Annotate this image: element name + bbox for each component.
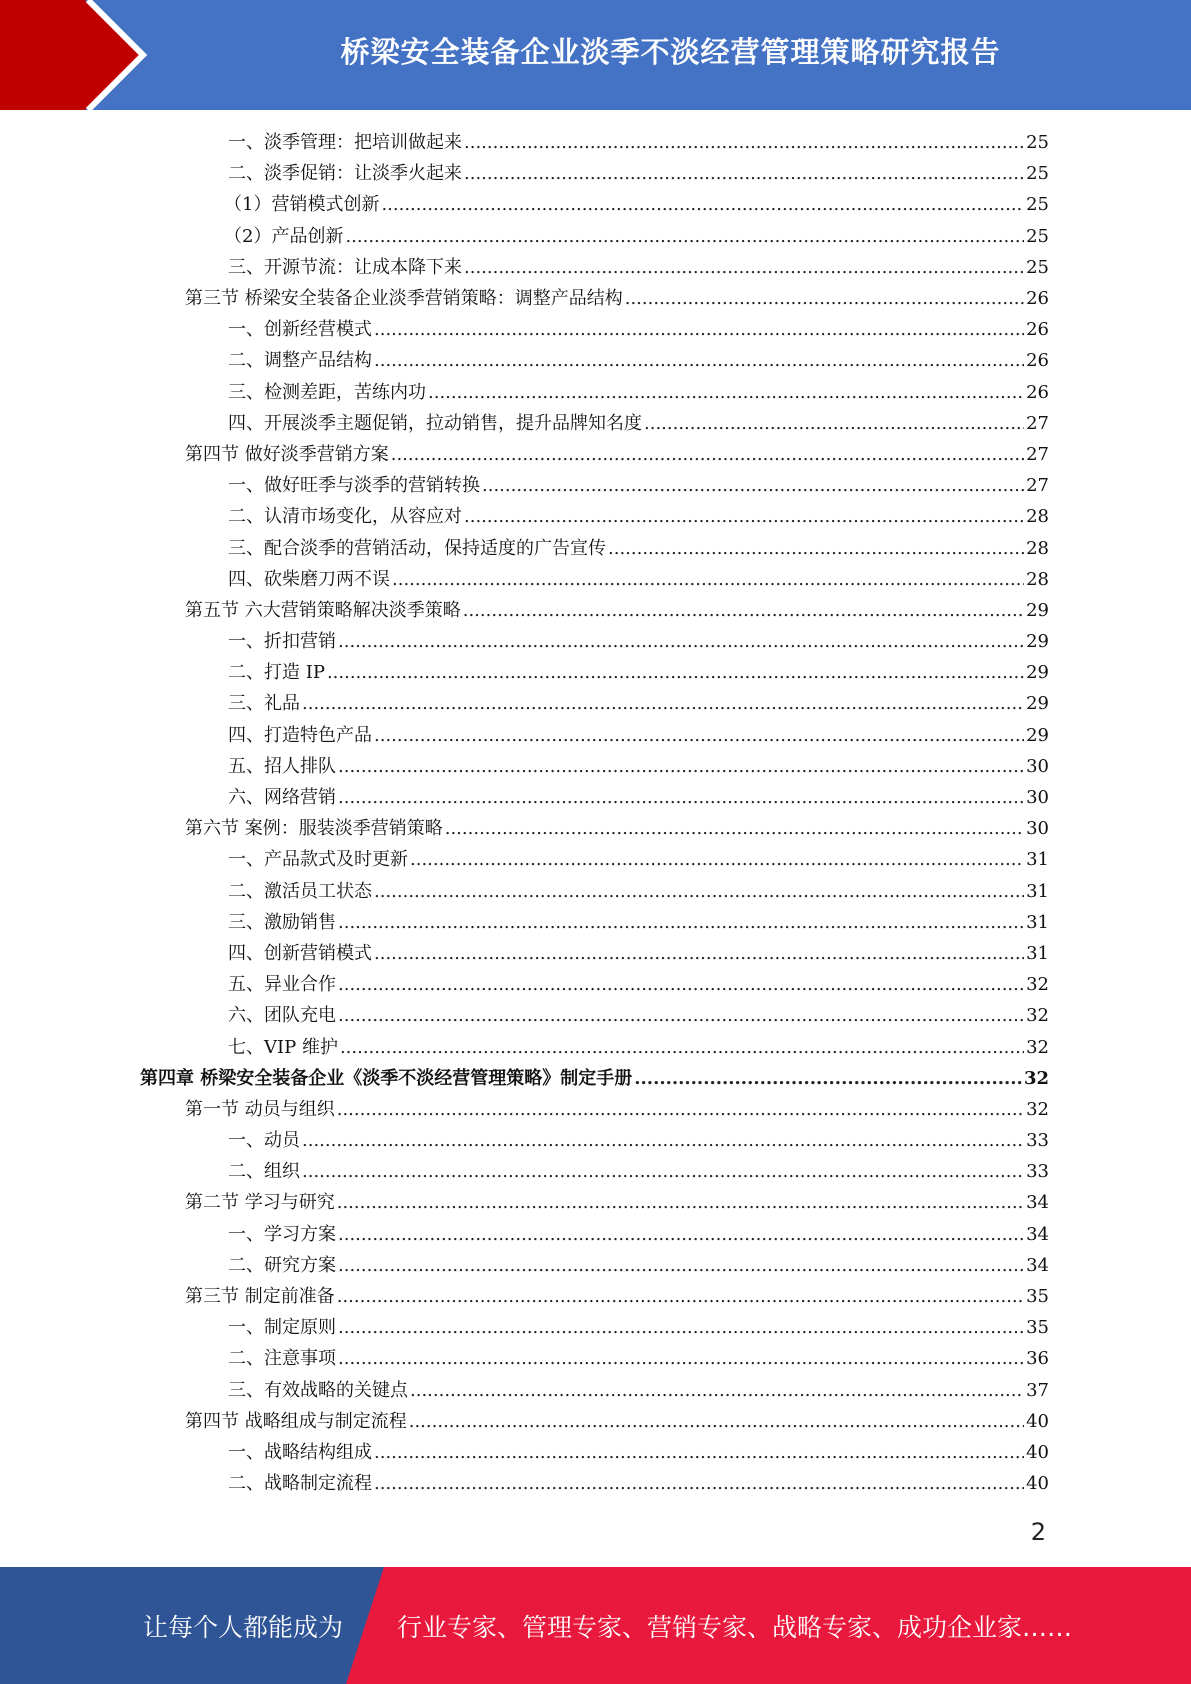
toc-entry[interactable]: [140, 439, 1049, 470]
toc-dot-leader: [464, 252, 1024, 283]
toc-entry-page: 36: [1026, 1348, 1049, 1370]
toc-entry[interactable]: [140, 1187, 1049, 1218]
toc-dot-leader: [445, 813, 1024, 844]
toc-entry-title: 二、激活员工状态: [228, 880, 372, 902]
toc-entry[interactable]: [140, 1031, 1049, 1062]
toc-entry[interactable]: [140, 470, 1049, 501]
toc-entry-title: 五、招人排队: [228, 755, 336, 777]
toc-entry-title: 二、调整产品结构: [228, 350, 372, 372]
toc-entry-page: 40: [1026, 1410, 1049, 1432]
toc-entry-page: 30: [1026, 787, 1049, 809]
toc-entry[interactable]: [140, 564, 1049, 595]
header-arrow-decoration: [0, 0, 150, 110]
toc-entry-page: 26: [1026, 288, 1049, 310]
toc-entry-title: 二、研究方案: [228, 1254, 336, 1276]
toc-entry[interactable]: [140, 1406, 1049, 1437]
toc-entry-title: 六、团队充电: [228, 1005, 336, 1027]
toc-dot-leader: [464, 158, 1024, 189]
toc-dot-leader: [409, 1406, 1024, 1437]
toc-dot-leader: [302, 1125, 1024, 1156]
toc-entry[interactable]: [140, 751, 1049, 782]
toc-entry-title: 四、打造特色产品: [228, 724, 372, 746]
toc-entry-page: 34: [1026, 1223, 1049, 1245]
toc-entry-page: 33: [1026, 1161, 1049, 1183]
toc-entry-title: 四、砍柴磨刀两不误: [228, 568, 390, 590]
toc-entry-title: 一、战略结构组成: [228, 1441, 372, 1463]
toc-entry-title: 第四章 桥梁安全装备企业《淡季不淡经营管理策略》制定手册: [140, 1067, 633, 1089]
toc-entry[interactable]: [140, 720, 1049, 751]
page-header: [0, 0, 1191, 110]
toc-entry[interactable]: [140, 1063, 1049, 1094]
toc-dot-leader: [302, 688, 1024, 719]
toc-entry-title: 一、学习方案: [228, 1223, 336, 1245]
toc-dot-leader: [634, 1063, 1022, 1094]
toc-entry-title: 七、VIP 维护: [228, 1036, 338, 1058]
toc-entry-title: 二、淡季促销：让淡季火起来: [228, 163, 462, 185]
toc-entry[interactable]: [140, 782, 1049, 813]
toc-entry-title: 四、开展淡季主题促销，拉动销售，提升品牌知名度: [228, 412, 642, 434]
toc-dot-leader: [392, 564, 1024, 595]
toc-dot-leader: [345, 221, 1024, 252]
toc-dot-leader: [337, 1187, 1024, 1218]
toc-dot-leader: [374, 314, 1024, 345]
toc-entry[interactable]: [140, 158, 1049, 189]
toc-entry[interactable]: [140, 408, 1049, 439]
toc-entry[interactable]: [140, 1312, 1049, 1343]
toc-entry-title: 第二节 学习与研究: [185, 1192, 335, 1214]
toc-entry-title: 三、礼品: [228, 693, 300, 715]
toc-entry-title: 第六节 案例：服装淡季营销策略: [185, 818, 443, 840]
toc-entry-page: 29: [1026, 599, 1049, 621]
toc-entry[interactable]: [140, 1375, 1049, 1406]
toc-entry[interactable]: [140, 1437, 1049, 1468]
toc-entry-page: 35: [1026, 1286, 1049, 1308]
toc-dot-leader: [410, 844, 1024, 875]
toc-entry[interactable]: [140, 969, 1049, 1000]
toc-entry-page: 30: [1026, 818, 1049, 840]
toc-entry[interactable]: [140, 283, 1049, 314]
toc-entry-page: 26: [1026, 350, 1049, 372]
toc-dot-leader: [463, 595, 1024, 626]
toc-entry-title: 二、注意事项: [228, 1348, 336, 1370]
toc-entry-page: 26: [1026, 319, 1049, 341]
toc-entry[interactable]: [140, 626, 1049, 657]
toc-entry-page: 25: [1026, 163, 1049, 185]
toc-entry-title: 第一节 动员与组织: [185, 1098, 335, 1120]
toc-dot-leader: [338, 751, 1024, 782]
toc-entry[interactable]: [140, 532, 1049, 563]
toc-entry-page: 25: [1026, 225, 1049, 247]
toc-entry-title: 第四节 战略组成与制定流程: [185, 1410, 407, 1432]
toc-entry-title: 第三节 桥梁安全装备企业淡季营销策略：调整产品结构: [185, 288, 623, 310]
toc-entry-page: 29: [1026, 693, 1049, 715]
toc-entry-title: 三、配合淡季的营销活动，保持适度的广告宣传: [228, 537, 606, 559]
footer-slogan-left: 让每个人都能成为: [143, 1612, 344, 1642]
toc-entry[interactable]: [140, 1000, 1049, 1031]
toc-entry-page: 29: [1026, 631, 1049, 653]
toc-entry-page: 31: [1026, 849, 1049, 871]
toc-entry-page: 37: [1026, 1379, 1049, 1401]
toc-entry[interactable]: [140, 127, 1049, 158]
toc-entry-page: 28: [1026, 537, 1049, 559]
toc-dot-leader: [338, 1219, 1024, 1250]
toc-entry-title: 第四节 做好淡季营销方案: [185, 443, 389, 465]
toc-entry-title: 二、打造 IP: [228, 662, 325, 684]
toc-entry-title: 一、制定原则: [228, 1317, 336, 1339]
toc-dot-leader: [464, 127, 1024, 158]
toc-entry[interactable]: [140, 657, 1049, 688]
toc-entry[interactable]: [140, 1281, 1049, 1312]
page-footer: [0, 1567, 1191, 1684]
document-title: 桥梁安全装备企业淡季不淡经营管理策略研究报告: [340, 34, 1001, 69]
toc-entry-page: 32: [1023, 1067, 1049, 1089]
toc-dot-leader: [374, 938, 1024, 969]
footer-slogan-right: 行业专家、管理专家、营销专家、战略专家、成功企业家……: [397, 1612, 1073, 1642]
toc-entry-title: 三、开源节流：让成本降下来: [228, 256, 462, 278]
toc-entry[interactable]: [140, 314, 1049, 345]
toc-entry-title: 二、战略制定流程: [228, 1473, 372, 1495]
toc-dot-leader: [327, 657, 1024, 688]
toc-entry[interactable]: [140, 595, 1049, 626]
toc-entry-title: 一、做好旺季与淡季的营销转换: [228, 475, 480, 497]
toc-dot-leader: [391, 439, 1024, 470]
toc-entry-page: 31: [1026, 911, 1049, 933]
toc-entry-title: 一、产品款式及时更新: [228, 849, 408, 871]
toc-entry[interactable]: [140, 189, 1049, 220]
toc-dot-leader: [381, 189, 1024, 220]
toc-dot-leader: [338, 969, 1024, 1000]
toc-entry[interactable]: [140, 813, 1049, 844]
toc-entry[interactable]: [140, 1125, 1049, 1156]
toc-entry-title: 一、折扣营销: [228, 631, 336, 653]
toc-entry-title: 二、组织: [228, 1161, 300, 1183]
page-number: 2: [1030, 1518, 1046, 1546]
toc-entry-page: 32: [1026, 1098, 1049, 1120]
toc-dot-leader: [302, 1156, 1024, 1187]
toc-entry[interactable]: [140, 377, 1049, 408]
toc-entry-page: 40: [1026, 1473, 1049, 1495]
toc-dot-leader: [482, 470, 1024, 501]
toc-entry[interactable]: [140, 907, 1049, 938]
toc-entry-page: 30: [1026, 755, 1049, 777]
toc-entry-title: 一、淡季管理：把培训做起来: [228, 132, 462, 154]
toc-dot-leader: [338, 1250, 1024, 1281]
toc-entry-title: 六、网络营销: [228, 787, 336, 809]
toc-entry-page: 31: [1026, 880, 1049, 902]
toc-dot-leader: [338, 782, 1024, 813]
toc-entry[interactable]: [140, 1094, 1049, 1125]
toc-entry-page: 32: [1026, 1036, 1049, 1058]
toc-dot-leader: [340, 1032, 1024, 1063]
toc-entry[interactable]: [140, 345, 1049, 376]
toc-dot-leader: [608, 533, 1024, 564]
toc-entry-page: 25: [1026, 256, 1049, 278]
toc-entry-page: 27: [1026, 443, 1049, 465]
toc-dot-leader: [428, 377, 1024, 408]
toc-entry-title: 一、动员: [228, 1130, 300, 1152]
toc-dot-leader: [337, 1281, 1024, 1312]
toc-dot-leader: [338, 626, 1024, 657]
toc-entry-page: 34: [1026, 1192, 1049, 1214]
toc-dot-leader: [338, 907, 1024, 938]
toc-entry-page: 28: [1026, 568, 1049, 590]
toc-entry[interactable]: [140, 252, 1049, 283]
toc-dot-leader: [374, 1468, 1024, 1499]
toc-entry[interactable]: [140, 688, 1049, 719]
toc-entry-title: 第五节 六大营销策略解决淡季策略: [185, 599, 461, 621]
toc-entry-page: 32: [1026, 1005, 1049, 1027]
toc-entry-page: 29: [1026, 662, 1049, 684]
toc-entry-page: 25: [1026, 132, 1049, 154]
toc-entry-title: （1）营销模式创新: [224, 194, 380, 216]
toc-dot-leader: [644, 408, 1024, 439]
toc-entry-page: 27: [1026, 475, 1049, 497]
toc-entry-page: 27: [1026, 412, 1049, 434]
toc-entry[interactable]: [140, 938, 1049, 969]
toc-entry[interactable]: [140, 501, 1049, 532]
toc-entry-page: 31: [1026, 942, 1049, 964]
toc-dot-leader: [337, 1094, 1024, 1125]
toc-dot-leader: [338, 1343, 1024, 1374]
toc-entry-page: 32: [1026, 974, 1049, 996]
toc-dot-leader: [338, 1000, 1024, 1031]
toc-entry[interactable]: [140, 1156, 1049, 1187]
toc-entry-title: 第三节 制定前准备: [185, 1286, 335, 1308]
toc-dot-leader: [374, 720, 1024, 751]
toc-dot-leader: [464, 501, 1024, 532]
toc-dot-leader: [374, 1437, 1024, 1468]
toc-entry-page: 29: [1026, 724, 1049, 746]
toc-entry-page: 33: [1026, 1130, 1049, 1152]
toc-dot-leader: [625, 283, 1024, 314]
toc-entry[interactable]: [140, 844, 1049, 875]
toc-entry-title: 三、检测差距，苦练内功: [228, 381, 426, 403]
toc-entry-title: 四、创新营销模式: [228, 942, 372, 964]
toc-entry-page: 25: [1026, 194, 1049, 216]
toc-entry[interactable]: [140, 1250, 1049, 1281]
toc-dot-leader: [410, 1375, 1024, 1406]
toc-entry-title: 二、认清市场变化，从容应对: [228, 506, 462, 528]
toc-entry[interactable]: [140, 221, 1049, 252]
toc-entry[interactable]: [140, 876, 1049, 907]
toc-entry-title: 三、激励销售: [228, 911, 336, 933]
toc-entry-title: 三、有效战略的关键点: [228, 1379, 408, 1401]
table-of-contents: [140, 127, 1049, 1499]
toc-entry-title: 一、创新经营模式: [228, 319, 372, 341]
toc-dot-leader: [374, 876, 1024, 907]
toc-dot-leader: [338, 1312, 1024, 1343]
toc-entry-page: 40: [1026, 1441, 1049, 1463]
toc-entry-title: （2）产品创新: [224, 225, 344, 247]
toc-entry[interactable]: [140, 1219, 1049, 1250]
toc-entry[interactable]: [140, 1468, 1049, 1499]
toc-entry-title: 五、异业合作: [228, 974, 336, 996]
toc-entry-page: 34: [1026, 1254, 1049, 1276]
toc-entry-page: 28: [1026, 506, 1049, 528]
toc-dot-leader: [374, 345, 1024, 376]
toc-entry-page: 26: [1026, 381, 1049, 403]
toc-entry-page: 35: [1026, 1317, 1049, 1339]
toc-entry[interactable]: [140, 1343, 1049, 1374]
